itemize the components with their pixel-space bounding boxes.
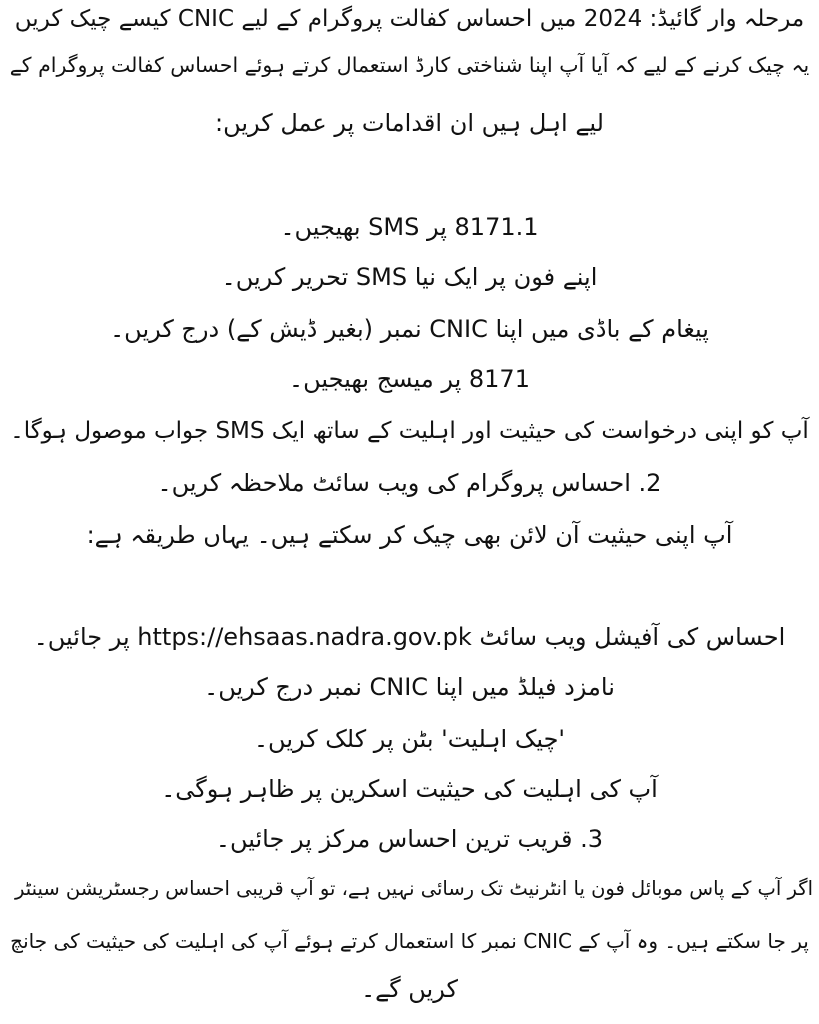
website-step: نامزد فیلڈ میں اپنا CNIC نمبر درج کریں۔ [204,673,615,701]
article-title: مرحلہ وار گائیڈ: 2024 میں احساس کفالت پروگرام کے لیے CNIC کیسے چیک کریں [14,6,805,32]
intro-line: یہ چیک کرنے کے لیے کہ آیا آپ اپنا شناختی کارڈ استعمال کرتے ہوئے احساس کفالت پروگرام کے [9,53,810,77]
sms-step: اپنے فون پر ایک نیا SMS تحریر کریں۔ [221,263,598,291]
sms-section-heading: 8171.1 پر SMS بھیجیں۔ [280,213,539,241]
website-section-heading: 2. احساس پروگرام کی ویب سائٹ ملاحظہ کریں۔ [157,469,662,497]
sms-step: 8171 پر میسج بھیجیں۔ [289,365,530,393]
intro-line: لیے اہل ہیں ان اقدامات پر عمل کریں: [215,109,604,137]
website-step: 'چیک اہلیت' بٹن پر کلک کریں۔ [253,725,566,753]
center-paragraph-line: اگر آپ کے پاس موبائل فون یا انٹرنیٹ تک رسائی نہیں ہے، تو آپ قریبی احساس رجسٹریشن سینٹر [14,877,813,900]
center-paragraph-line: پر جا سکتے ہیں۔ وہ آپ کے CNIC نمبر کا استعمال کرتے ہوئے آپ کی اہلیت کی حیثیت کی جانچ [10,929,809,953]
website-step: آپ کی اہلیت کی حیثیت اسکرین پر ظاہر ہوگی۔ [161,775,658,803]
website-step: احساس کی آفیشل ویب سائٹ https://ehsaas.nadra.gov.pk پر جائیں۔ [33,623,786,651]
sms-step: پیغام کے باڈی میں اپنا CNIC نمبر (بغیر ڈیش کے) درج کریں۔ [110,315,709,343]
website-section-intro: آپ اپنی حیثیت آن لائن بھی چیک کر سکتے ہیں۔ یہاں طریقہ ہے: [86,521,733,549]
sms-step: آپ کو اپنی درخواست کی حیثیت اور اہلیت کے ساتھ ایک SMS جواب موصول ہوگا۔ [10,418,809,444]
center-section-heading: 3. قریب ترین احساس مرکز پر جائیں۔ [215,825,604,853]
center-paragraph-line: کریں گے۔ [361,975,458,1003]
